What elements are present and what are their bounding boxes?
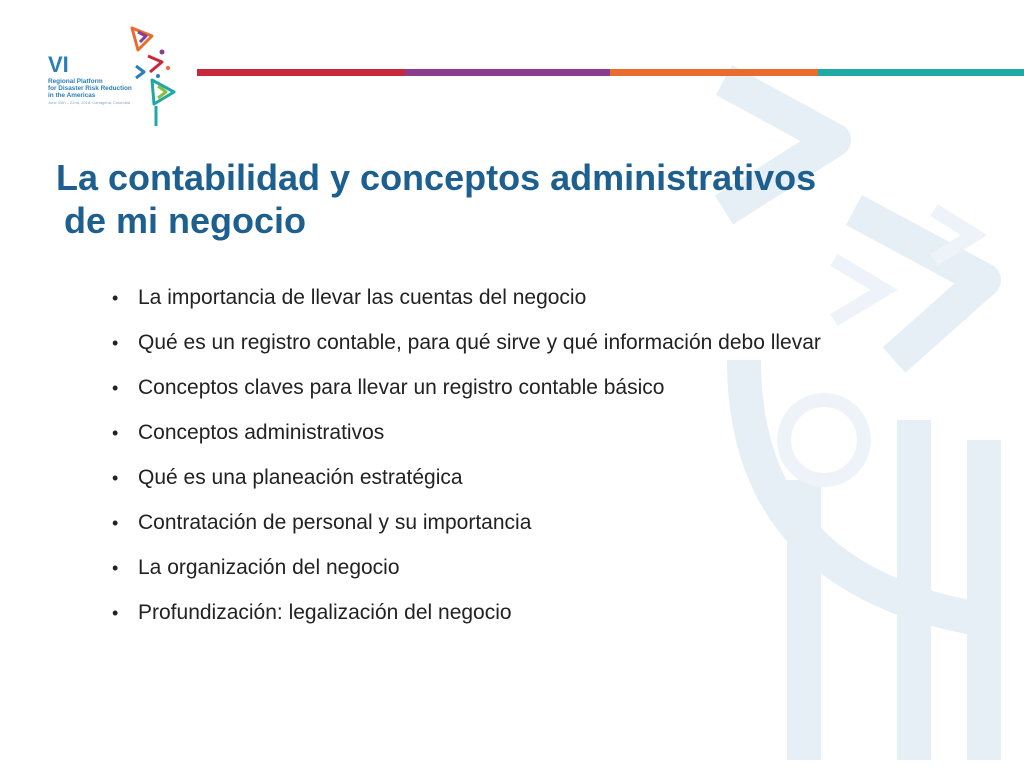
list-item	[112, 460, 1012, 505]
list-item-text: Contratación de personal y su importancia	[138, 511, 532, 534]
list-item-text: Profundización: legalización del negocio	[138, 601, 512, 624]
topic-list	[112, 280, 1012, 640]
list-item-text: La organización del negocio	[138, 556, 400, 579]
regional-platform-mark-icon	[118, 22, 188, 130]
color-bar-red	[197, 69, 405, 76]
color-bar-purple	[405, 69, 610, 76]
bullet-icon: •	[112, 423, 119, 443]
event-logo	[40, 22, 200, 132]
bullet-icon: •	[112, 558, 119, 578]
bullet-icon: •	[112, 513, 119, 533]
logo-roman-numeral: VI	[48, 52, 69, 77]
list-item-text: Qué es un registro contable, para qué sirve y qué información debo llevar	[138, 331, 821, 354]
list-item	[112, 550, 1012, 595]
slide-title	[56, 156, 956, 242]
color-bar-orange	[610, 69, 818, 76]
list-item-text: Conceptos claves para llevar un registro contable básico	[138, 376, 665, 399]
list-item	[112, 415, 1012, 460]
logo-text-line-3: in the Americas	[48, 92, 96, 99]
color-bar-teal	[818, 69, 1024, 76]
list-item	[112, 280, 1012, 325]
list-item-text: La importancia de llevar las cuentas del negocio	[138, 286, 587, 309]
logo-text-line-1: Regional Platform	[48, 78, 103, 85]
list-item-text: Conceptos administrativos	[138, 421, 385, 444]
logo-date-line: June 20th – 22nd, 2018, Cartagena, Colombia	[48, 100, 131, 105]
bullet-icon: •	[112, 333, 119, 353]
list-item	[112, 370, 1012, 415]
bullet-icon: •	[112, 603, 119, 623]
list-item	[112, 595, 1012, 640]
list-item	[112, 505, 1012, 550]
slide-title-line-2: de mi negocio	[64, 200, 307, 241]
logo-text-line-2: for Disaster Risk Reduction	[48, 85, 132, 92]
list-item	[112, 325, 1012, 370]
header-color-bar	[197, 69, 1024, 76]
list-item-text: Qué es una planeación estratégica	[138, 466, 463, 489]
slide-title-line-1: La contabilidad y conceptos administrativos	[56, 157, 817, 198]
bullet-icon: •	[112, 378, 119, 398]
bullet-icon: •	[112, 288, 119, 308]
bullet-icon: •	[112, 468, 119, 488]
